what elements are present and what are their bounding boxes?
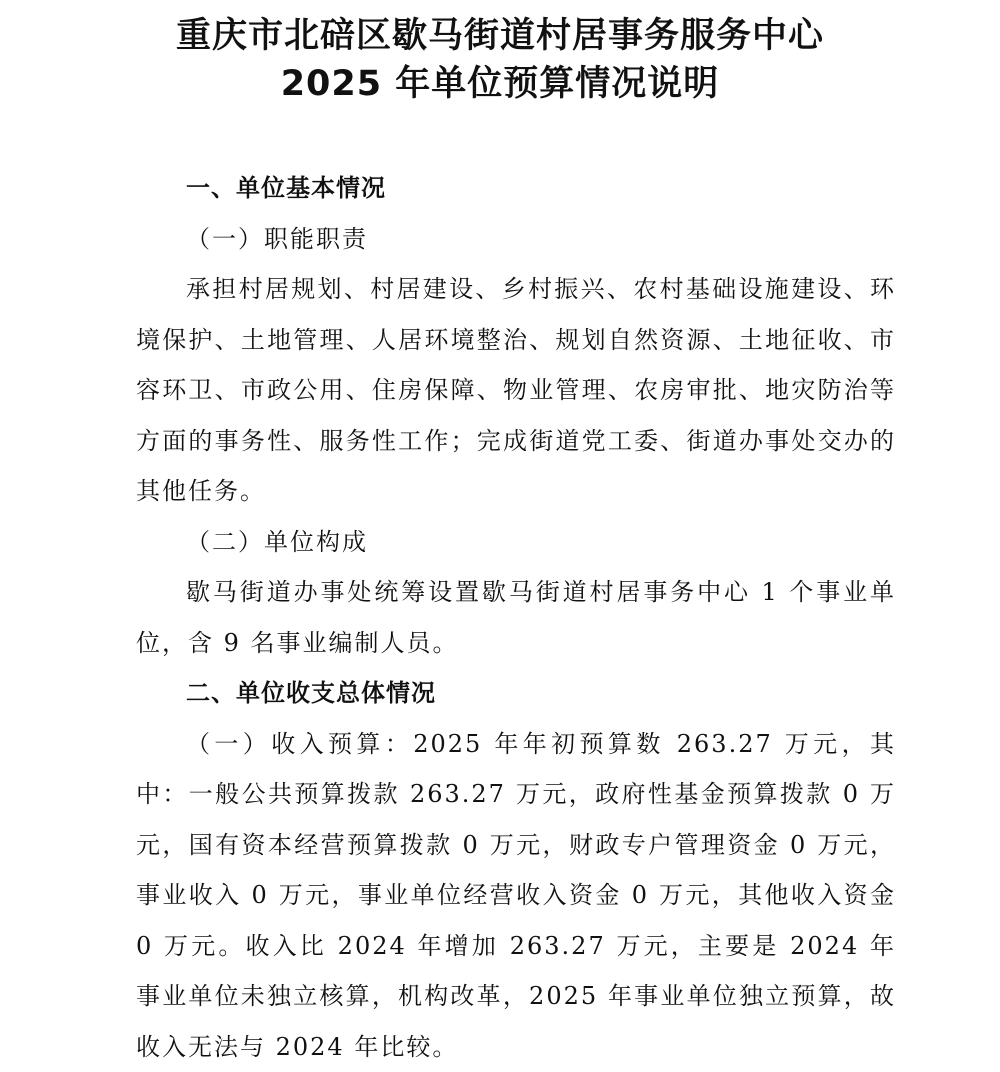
document-body	[136, 163, 896, 1072]
document-title-line1: 重庆市北碚区歇马街道村居事务服务中心	[0, 14, 1000, 58]
section-2-heading: 二、单位收支总体情况	[136, 668, 896, 719]
section-1-heading: 一、单位基本情况	[136, 163, 896, 214]
section-1-1-paragraph: 承担村居规划、村居建设、乡村振兴、农村基础设施建设、环境保护、土地管理、人居环境整治、规划自然资源、土地征收、市容环卫、市政公用、住房保障、物业管理、农房审批、地灾防治等方面的事务性、服务性工作；完成街道党工委、街道办事处交办的其他任务。	[136, 264, 896, 517]
section-1-1-heading: （一）职能职责	[136, 214, 896, 265]
section-1-2-heading: （二）单位构成	[136, 517, 896, 568]
section-2-1-paragraph: （一）收入预算：2025 年年初预算数 263.27 万元，其中：一般公共预算拨款 263.27 万元，政府性基金预算拨款 0 万元，国有资本经营预算拨款 0 万元，财政专户管理资金 0 万元，事业收入 0 万元，事业单位经营收入资金 0 万元，其他收入资金 0 万元。收入比 2024 年增加 263.27 万元，主要是 2024 年事业单位未独立核算，机构改革，2025 年事业单位独立预算，故收入无法与 2024 年比较。	[136, 719, 896, 1072]
document-title-line2: 2025 年单位预算情况说明	[0, 62, 1000, 106]
section-1-2-paragraph: 歇马街道办事处统筹设置歇马街道村居事务中心 1 个事业单位，含 9 名事业编制人员。	[136, 567, 896, 668]
